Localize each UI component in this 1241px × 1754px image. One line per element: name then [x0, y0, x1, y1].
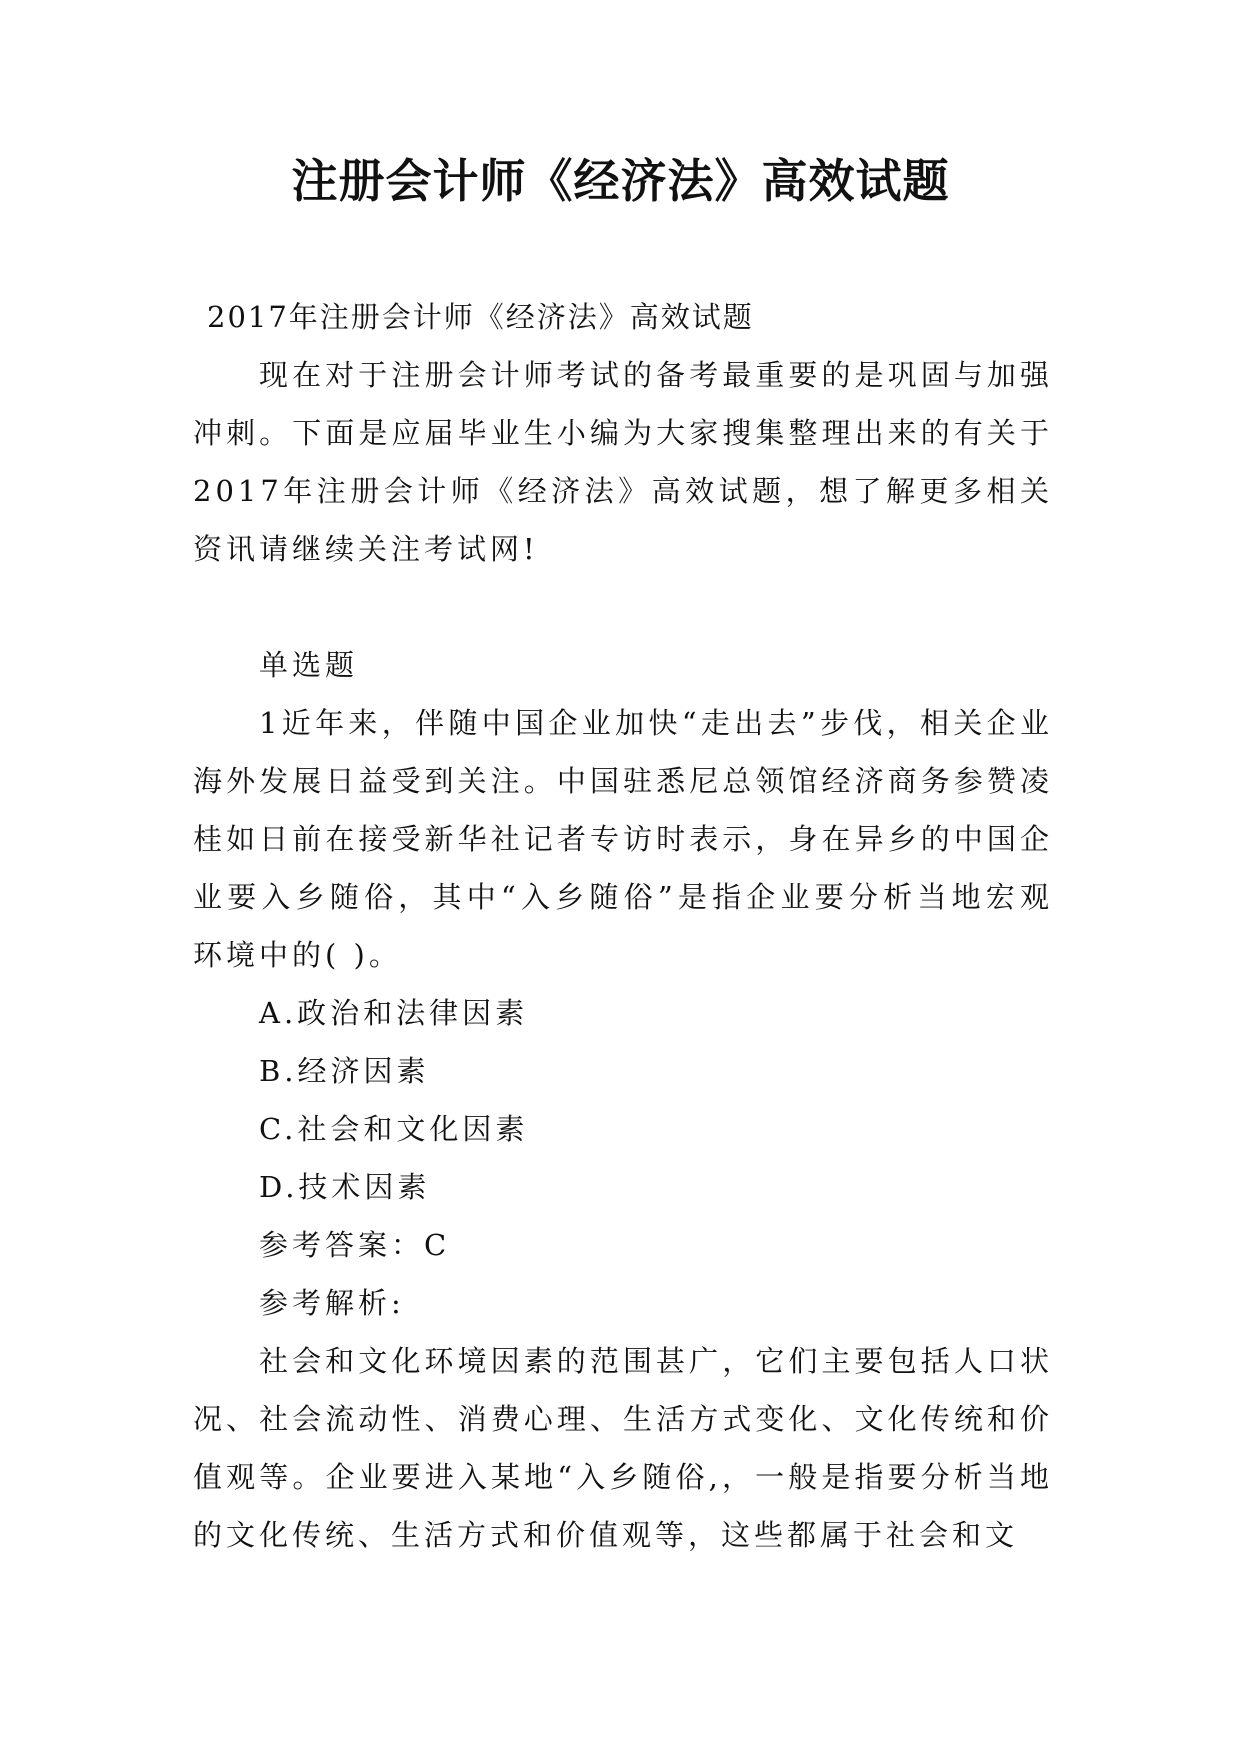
- analysis-label: 参考解析:: [259, 1286, 405, 1320]
- option-c: C.社会和文化因素: [259, 1112, 529, 1146]
- intro-paragraph: 现在对于注册会计师考试的备考最重要的是巩固与加强冲刺。下面是应届毕业生小编为大家搜集整理出来的有关于2017年注册会计师《经济法》高效试题，想了解更多相关资讯请继续关注考试网!: [193, 358, 1053, 566]
- analysis-paragraph: 社会和文化环境因素的范围甚广，它们主要包括人口状况、社会流动性、消费心理、生活方式变化、文化传统和价值观等。企业要进入某地“入乡随俗,，一般是指要分析当地的文化传统、生活方式和价值观等，这些都属于社会和文: [193, 1344, 1053, 1552]
- option-b: B.经济因素: [259, 1054, 430, 1088]
- answer-text: 参考答案：C: [259, 1228, 451, 1262]
- option-a: A.政治和法律因素: [259, 996, 529, 1030]
- document-body: [193, 288, 1053, 1564]
- option-d: D.技术因素: [259, 1170, 431, 1204]
- question-text: 1近年来，伴随中国企业加快“走出去”步伐，相关企业海外发展日益受到关注。中国驻悉尼总领馆经济商务参赞凌桂如日前在接受新华社记者专访时表示，身在异乡的中国企业要入乡随俗，其中“入乡随俗”是指企业要分析当地宏观环境中的( )。: [193, 706, 1053, 972]
- paragraph-spacer: [193, 578, 1053, 636]
- section-heading: 单选题: [259, 648, 359, 682]
- page-title: 注册会计师《经济法》高效试题: [291, 154, 950, 208]
- document-subtitle: 2017年注册会计师《经济法》高效试题: [207, 300, 754, 334]
